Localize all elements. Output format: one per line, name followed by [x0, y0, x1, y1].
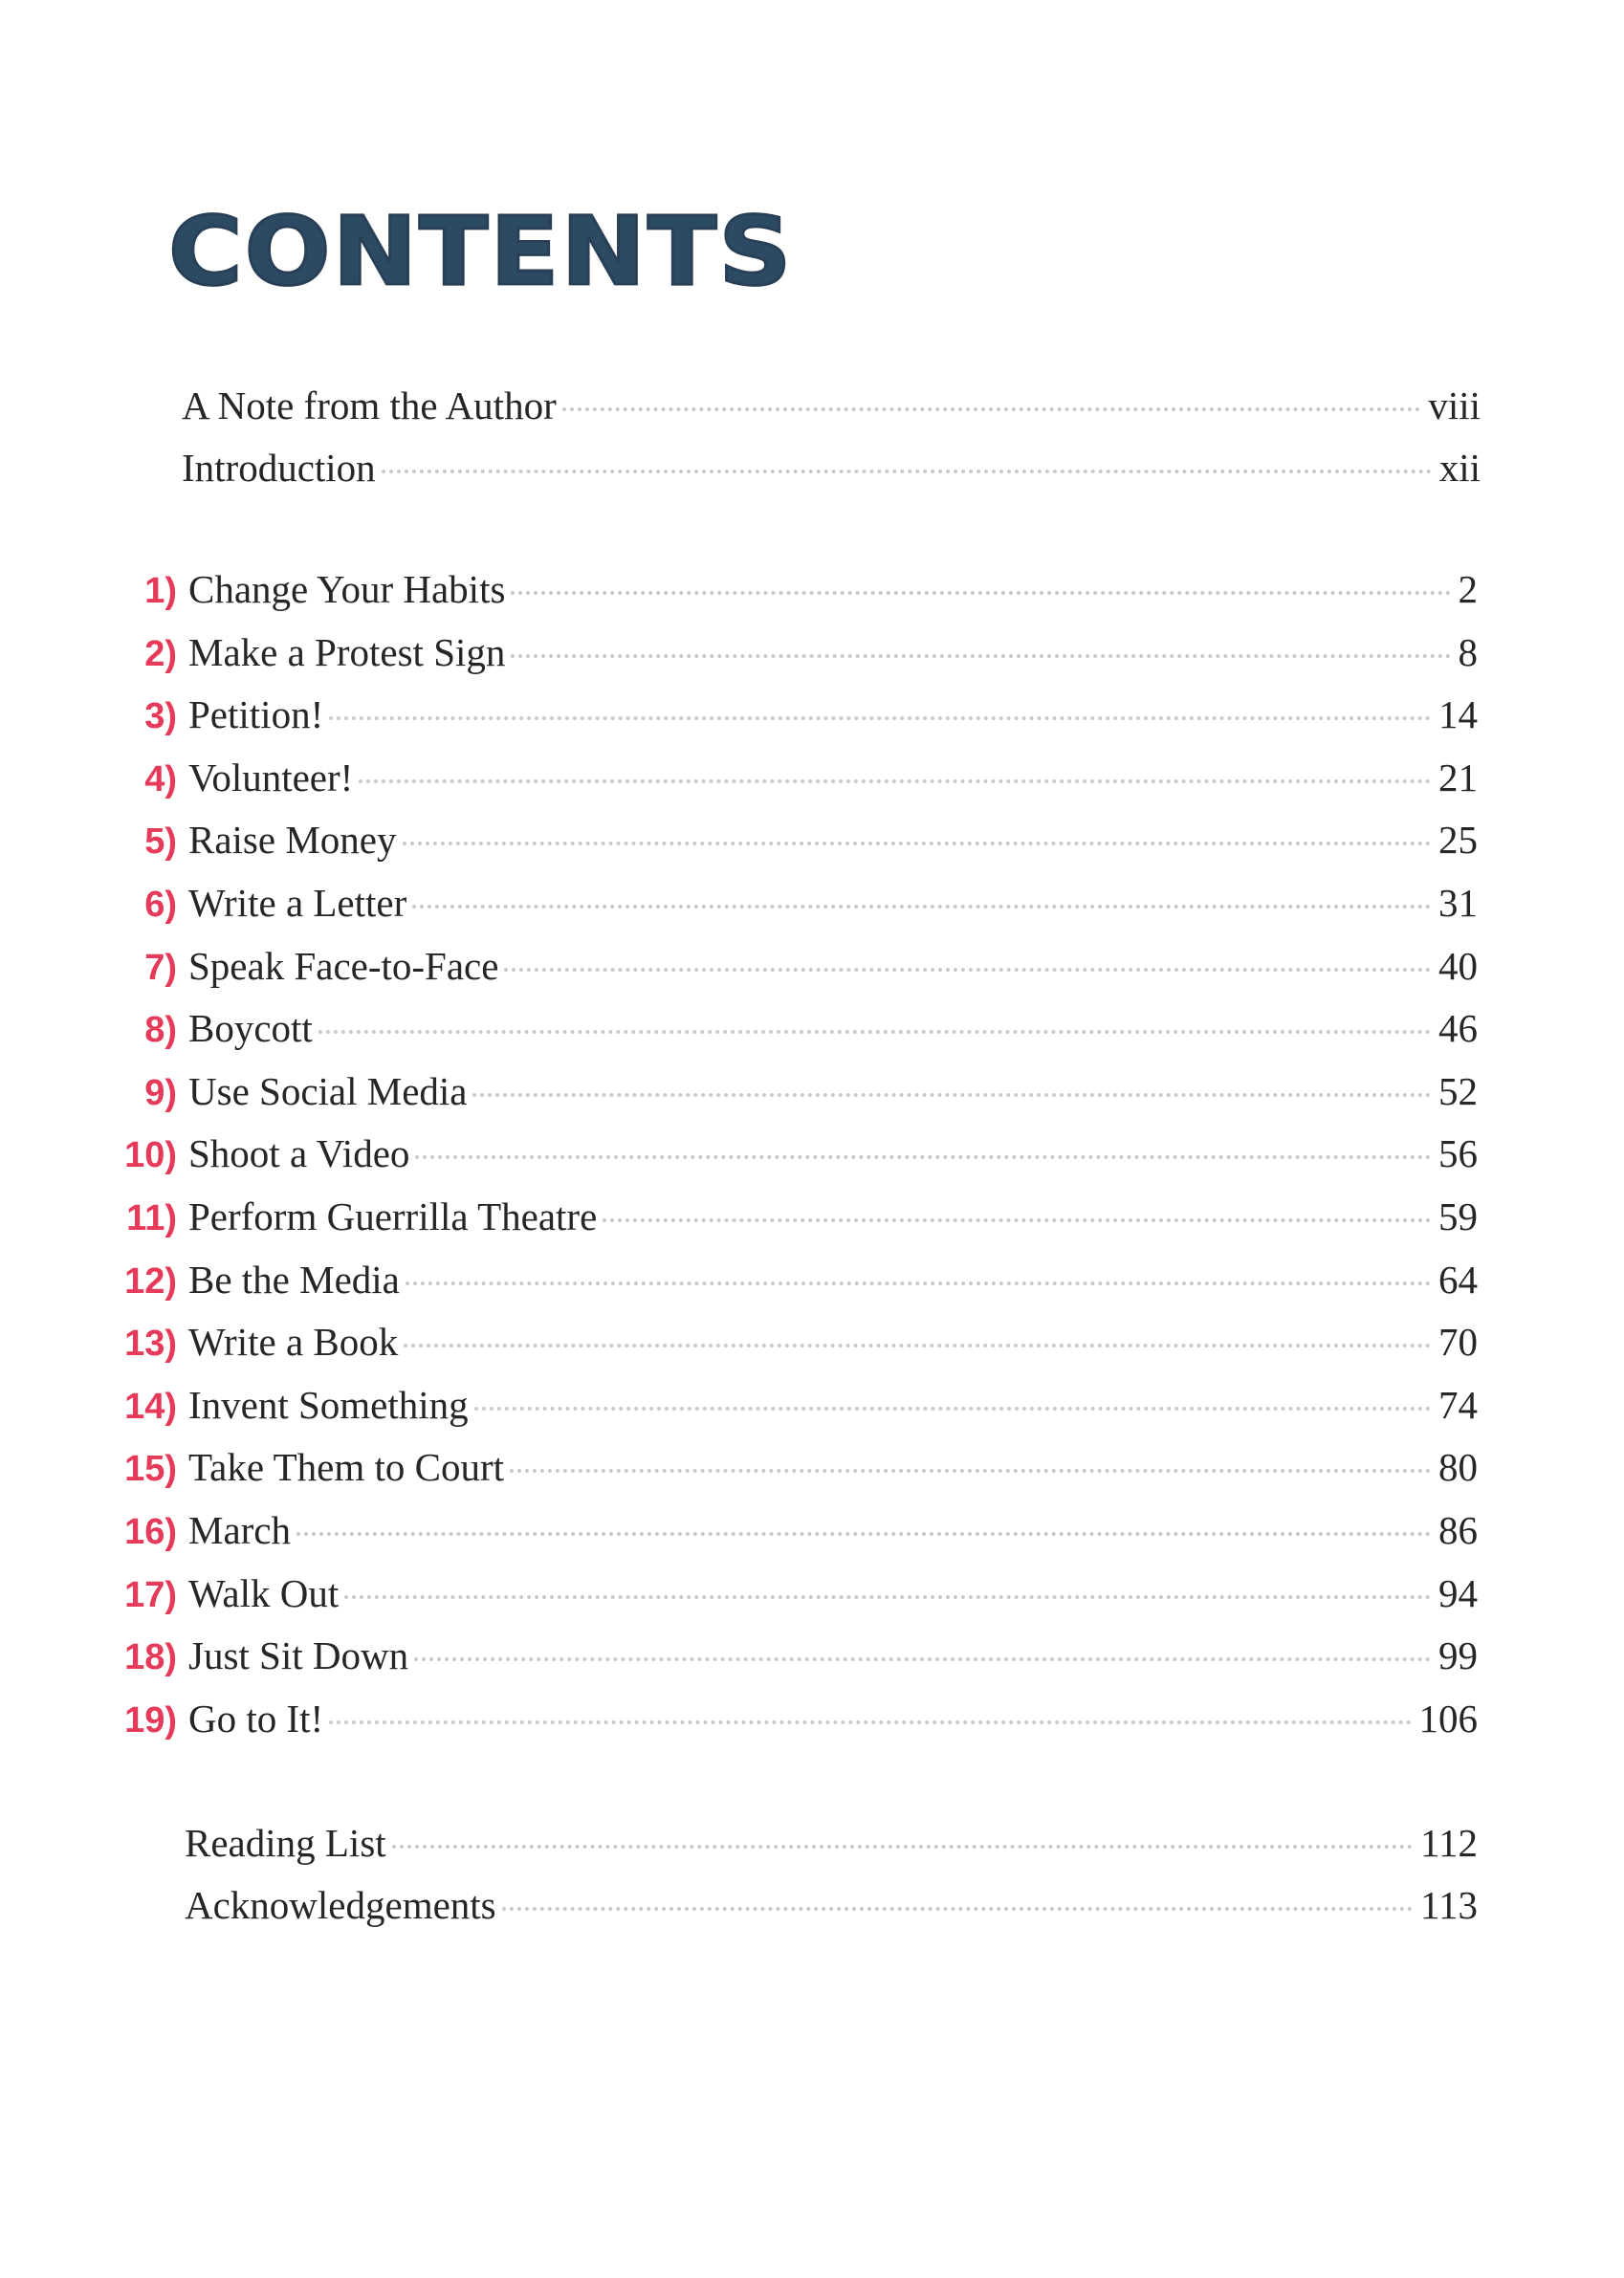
chapter-title: Boycott — [188, 1006, 313, 1051]
toc-entry-reading-list[interactable] — [0, 1820, 1624, 1877]
leader-dots — [406, 1281, 1431, 1285]
chapter-title: Change Your Habits — [188, 567, 506, 611]
chapter-title: Invent Something — [188, 1382, 469, 1427]
chapter-number: 6) — [144, 885, 177, 925]
chapter-page: 14 — [1438, 692, 1478, 737]
leader-dots — [318, 1030, 1431, 1034]
chapter-page: 31 — [1438, 881, 1478, 925]
leader-dots — [344, 1595, 1431, 1599]
toc-chapter-15[interactable] — [0, 1444, 1624, 1501]
chapter-number: 16) — [124, 1512, 177, 1552]
toc-entry-label: Introduction — [182, 446, 376, 490]
toc-chapter-1[interactable] — [0, 566, 1624, 624]
leader-dots — [296, 1532, 1431, 1536]
toc-chapter-12[interactable] — [0, 1257, 1624, 1314]
toc-entry-page: 113 — [1420, 1883, 1478, 1927]
leader-dots — [359, 779, 1431, 783]
chapter-title: Walk Out — [188, 1570, 340, 1615]
chapter-title: Shoot a Video — [188, 1131, 410, 1176]
leader-dots — [415, 1155, 1431, 1159]
toc-entry-label: Acknowledgements — [185, 1883, 496, 1927]
chapter-number: 12) — [124, 1260, 177, 1302]
chapter-page: 2 — [1458, 567, 1478, 611]
chapter-page: 25 — [1438, 818, 1478, 863]
toc-entry-page: xii — [1438, 446, 1481, 490]
chapter-page: 59 — [1438, 1194, 1478, 1238]
toc-chapter-2[interactable] — [0, 629, 1624, 687]
chapter-number: 4) — [144, 758, 177, 799]
toc-entry-page: viii — [1428, 383, 1481, 427]
toc-chapter-14[interactable] — [0, 1382, 1624, 1439]
chapter-page: 74 — [1438, 1382, 1478, 1427]
chapter-number: 2) — [144, 633, 177, 674]
chapter-number: 17) — [124, 1574, 177, 1615]
chapter-number: 1) — [144, 571, 177, 611]
leader-dots — [511, 654, 1450, 658]
toc-chapter-13[interactable] — [0, 1319, 1624, 1376]
toc-chapter-6[interactable] — [0, 880, 1624, 937]
chapter-number: 8) — [144, 1010, 177, 1051]
toc-chapter-7[interactable] — [0, 943, 1624, 1000]
leader-dots — [329, 716, 1431, 720]
chapter-number: 3) — [144, 696, 177, 737]
chapter-number: 18) — [124, 1637, 177, 1678]
chapter-number: 13) — [124, 1324, 177, 1365]
toc-chapter-17[interactable] — [0, 1570, 1624, 1628]
chapter-page: 80 — [1438, 1445, 1478, 1490]
toc-entry-acknowledgements[interactable] — [0, 1882, 1624, 1939]
leader-dots — [502, 1907, 1413, 1911]
chapter-number: 11) — [126, 1198, 177, 1238]
chapter-page: 106 — [1418, 1696, 1478, 1741]
leader-dots — [382, 470, 1432, 473]
leader-dots — [412, 905, 1431, 909]
leader-dots — [562, 407, 1421, 411]
toc-chapter-5[interactable] — [0, 817, 1624, 874]
chapter-number: 19) — [124, 1699, 177, 1741]
chapter-title: Make a Protest Sign — [188, 629, 506, 674]
page-title: CONTENTS — [168, 196, 794, 307]
chapter-title: Raise Money — [188, 818, 397, 863]
chapter-title: Be the Media — [188, 1257, 400, 1302]
chapter-number: 9) — [144, 1072, 177, 1113]
toc-chapter-11[interactable] — [0, 1194, 1624, 1251]
leader-dots — [510, 1469, 1431, 1473]
chapter-page: 64 — [1438, 1257, 1478, 1302]
leader-dots — [414, 1657, 1431, 1661]
chapter-page: 94 — [1438, 1570, 1478, 1615]
chapter-title: Write a Book — [188, 1320, 399, 1365]
chapter-page: 46 — [1438, 1006, 1478, 1051]
chapter-title: Go to It! — [188, 1696, 324, 1741]
chapter-title: Use Social Media — [188, 1068, 468, 1113]
toc-chapter-4[interactable] — [0, 755, 1624, 812]
leader-dots — [392, 1845, 1413, 1849]
chapter-number: 14) — [124, 1386, 177, 1427]
leader-dots — [329, 1720, 1411, 1724]
chapter-number: 7) — [144, 947, 177, 988]
leader-dots — [404, 1344, 1431, 1347]
toc-chapter-9[interactable] — [0, 1068, 1624, 1126]
chapter-page: 21 — [1438, 755, 1478, 799]
leader-dots — [474, 1407, 1431, 1411]
toc-chapter-18[interactable] — [0, 1632, 1624, 1690]
chapter-title: Perform Guerrilla Theatre — [188, 1194, 598, 1238]
toc-chapter-8[interactable] — [0, 1005, 1624, 1062]
toc-entry-label: A Note from the Author — [182, 383, 557, 427]
chapter-title: Petition! — [188, 692, 324, 737]
chapter-title: Write a Letter — [188, 881, 407, 925]
chapter-title: Take Them to Court — [188, 1445, 505, 1490]
chapter-page: 56 — [1438, 1131, 1478, 1176]
chapter-page: 86 — [1438, 1508, 1478, 1552]
leader-dots — [504, 968, 1431, 972]
toc-entry-page: 112 — [1420, 1821, 1478, 1865]
toc-entry-note-from-author[interactable] — [0, 383, 1624, 440]
leader-dots — [603, 1218, 1431, 1222]
chapter-page: 8 — [1458, 629, 1478, 674]
toc-chapter-16[interactable] — [0, 1507, 1624, 1565]
chapter-number: 5) — [144, 821, 177, 863]
chapter-page: 99 — [1438, 1633, 1478, 1678]
leader-dots — [472, 1093, 1431, 1097]
chapter-title: Speak Face-to-Face — [188, 943, 499, 988]
chapter-number: 15) — [124, 1449, 177, 1490]
leader-dots — [511, 591, 1450, 595]
toc-entry-label: Reading List — [185, 1821, 386, 1865]
chapter-page: 52 — [1438, 1068, 1478, 1113]
chapter-title: Volunteer! — [188, 755, 354, 799]
leader-dots — [403, 842, 1432, 845]
chapter-page: 40 — [1438, 943, 1478, 988]
chapter-number: 10) — [124, 1135, 177, 1176]
chapter-title: March — [188, 1508, 292, 1552]
chapter-title: Just Sit Down — [188, 1633, 409, 1678]
toc-entry-introduction[interactable] — [0, 445, 1624, 502]
toc-chapter-10[interactable] — [0, 1130, 1624, 1188]
toc-chapter-19[interactable] — [0, 1696, 1624, 1753]
chapter-page: 70 — [1438, 1320, 1478, 1365]
toc-chapter-3[interactable] — [0, 691, 1624, 749]
